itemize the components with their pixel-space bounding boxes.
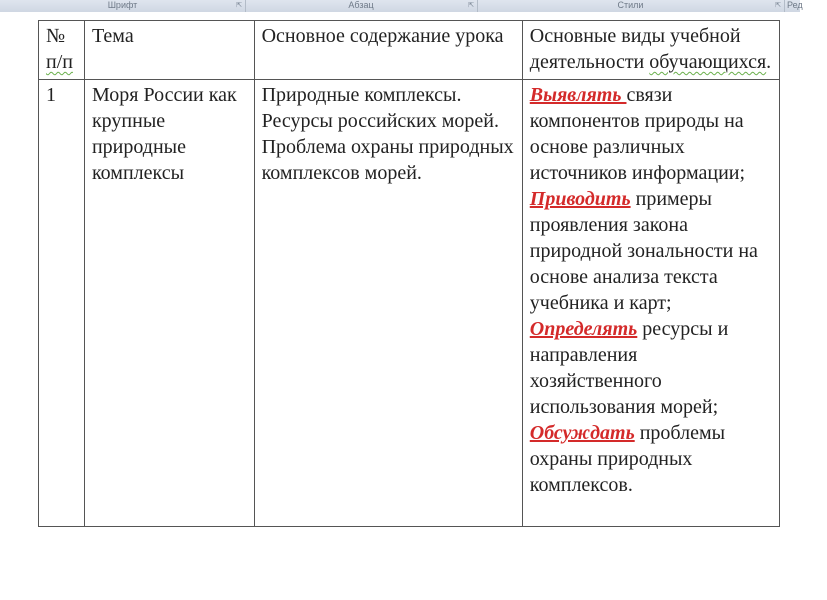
header-number-cell[interactable]	[39, 21, 85, 80]
header-activities-c: .	[766, 51, 772, 73]
document-page[interactable]	[0, 12, 800, 600]
activity-text: ресурсы и направления хозяйственного использования морей;	[529, 318, 729, 418]
row-topic-cell[interactable]	[84, 80, 254, 527]
ribbon-group-paragraph-label: Абзац	[348, 0, 374, 10]
header-activities-b: обучающихся	[649, 51, 767, 73]
ribbon-group-editing[interactable]	[784, 0, 827, 12]
ribbon-group-font-label: Шрифт	[107, 0, 138, 10]
dialog-launcher-icon[interactable]: ⇱	[775, 2, 781, 9]
activity-text: примеры проявления закона природной зональности на основе анализа текста учебника и карт;	[529, 188, 758, 314]
header-activities-cell[interactable]	[522, 21, 779, 80]
ribbon-group-editing-label: Ред	[787, 0, 803, 10]
lesson-plan-table	[38, 20, 780, 527]
header-activities-a: Основные виды учебной деятельности	[529, 25, 741, 73]
row-content-cell[interactable]	[254, 80, 522, 527]
ribbon-group-paragraph[interactable]	[245, 0, 478, 12]
dialog-launcher-icon[interactable]: ⇱	[468, 2, 474, 9]
activity-verb: Определять	[529, 318, 638, 340]
ribbon-group-styles[interactable]	[477, 0, 785, 12]
ribbon-group-font[interactable]	[0, 0, 246, 12]
table-row	[39, 80, 780, 527]
row-activities-cell[interactable]	[522, 80, 779, 527]
activity-text: проблемы охраны природных комплексов.	[529, 422, 726, 496]
activity-verb: Обсуждать	[529, 422, 635, 444]
activity-text: связи компонентов природы на основе различных источников информации;	[529, 84, 746, 184]
header-topic-cell[interactable]	[84, 21, 254, 80]
activity-verb: Выявлять	[529, 84, 627, 106]
header-number: №	[46, 25, 66, 47]
header-content-cell[interactable]	[254, 21, 522, 80]
header-content: Основное содержание урока	[261, 25, 504, 47]
row-number: 1	[46, 84, 56, 106]
dialog-launcher-icon[interactable]: ⇱	[236, 2, 242, 9]
table-header-row	[39, 21, 780, 80]
row-content: Природные комплексы. Ресурсы российских морей. Проблема охраны природных комплексов морей.	[261, 84, 514, 184]
header-topic: Тема	[91, 25, 134, 47]
row-number-cell[interactable]	[39, 80, 85, 527]
header-number-sub: п/п	[46, 51, 73, 73]
ribbon-group-styles-label: Стили	[617, 0, 644, 10]
row-topic: Моря России как крупные природные комплексы	[91, 84, 237, 184]
activity-verb: Приводить	[529, 188, 631, 210]
